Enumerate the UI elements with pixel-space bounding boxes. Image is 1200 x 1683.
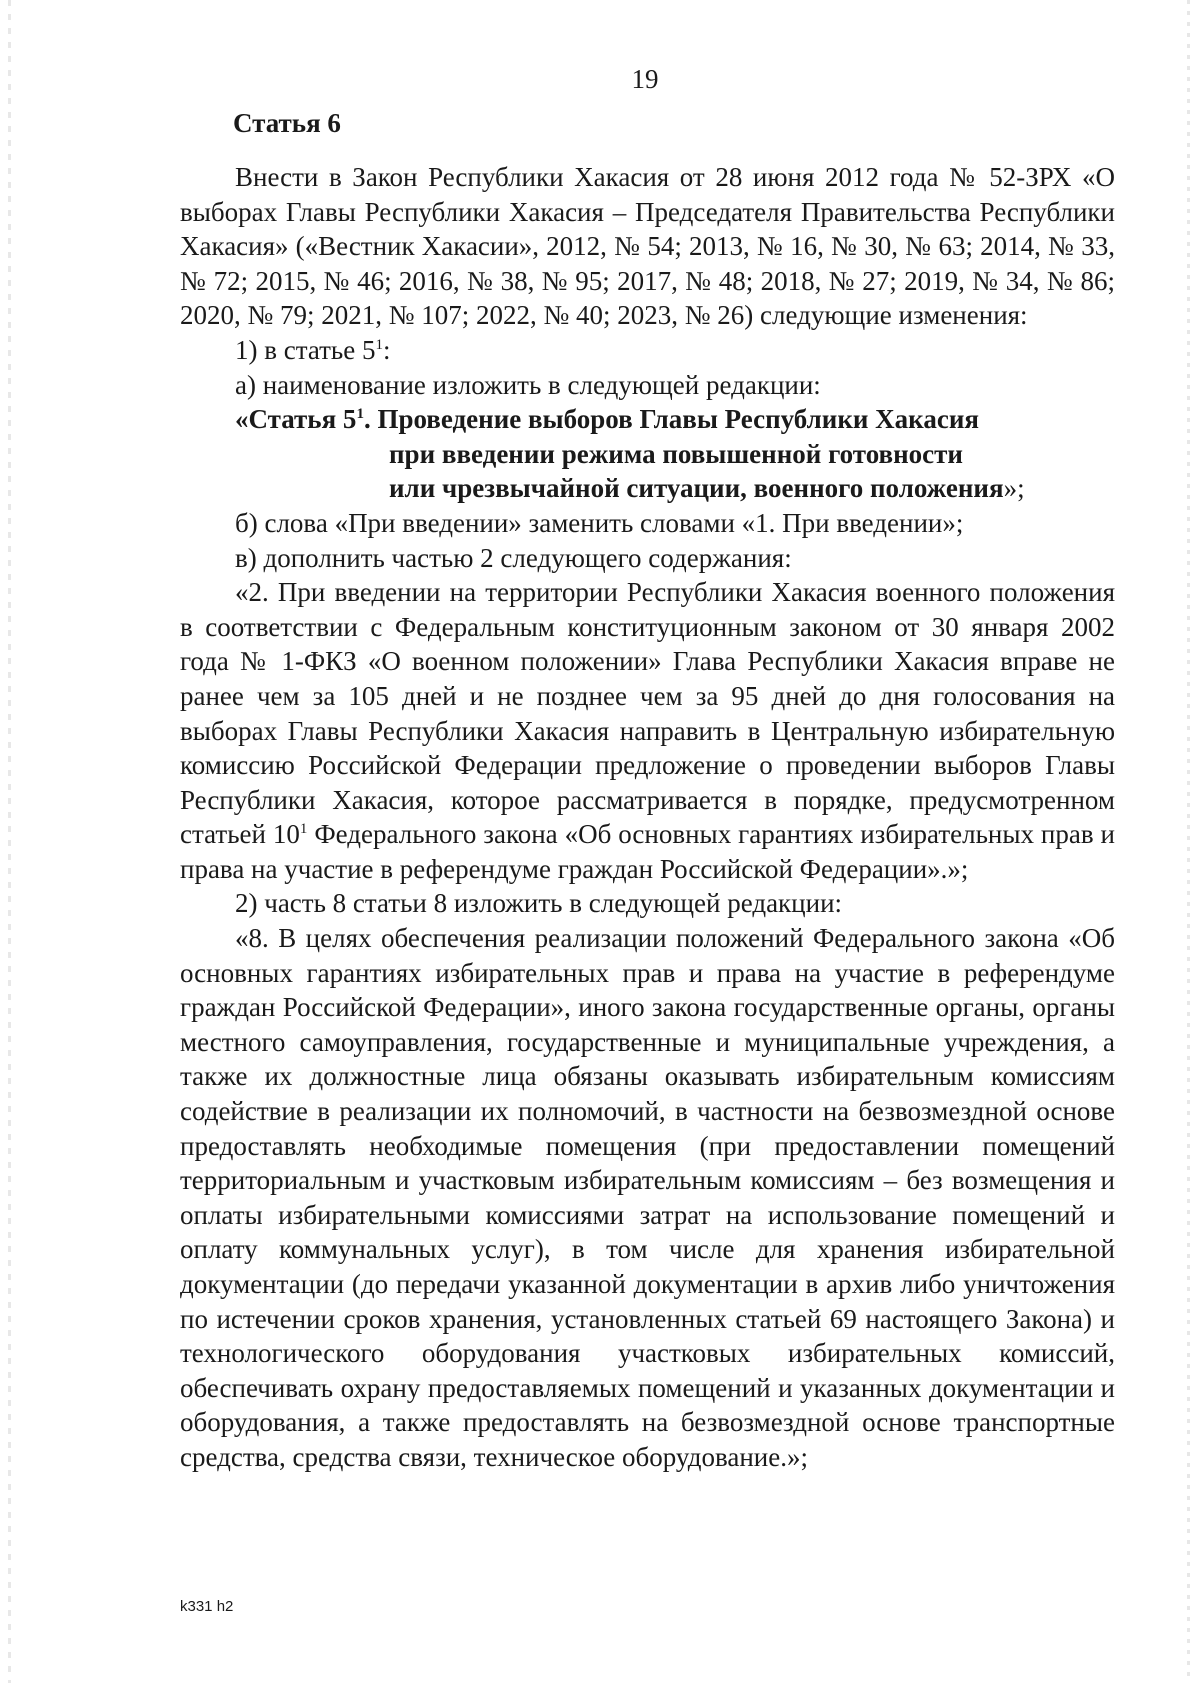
- item-b: б) слова «При введении» заменить словами «1. При введении»;: [235, 507, 964, 538]
- part-2-paragraph: [180, 575, 1115, 886]
- new-title-line-2: при введении режима повышенной готовности: [389, 438, 963, 469]
- item-2: 2) часть 8 статьи 8 изложить в следующей редакции:: [235, 888, 843, 919]
- page-number: 19: [631, 64, 659, 94]
- scan-edge-left: [8, 0, 11, 1683]
- item-1-superscript: 1: [375, 336, 383, 353]
- part-2-superscript: 1: [299, 821, 308, 838]
- item-1: [180, 333, 1115, 368]
- new-title-prefix: «Статья 5: [235, 404, 357, 435]
- article-heading: Статья 6: [233, 108, 341, 138]
- new-title-line-1: [235, 402, 1115, 437]
- new-title-line-3: [235, 471, 1115, 506]
- part-2-before: «2. При введении на территории Республики Хакасия военного положения в соответствии с Федеральным конституционным законом от 30 января 2002 года № 1-ФКЗ «О военном положении» Глава Республики Хакасия вправе не ранее чем за 105 дней и не позднее чем за 95 дней до дня голосования на выборах Главы Республики Хакасия направить в Центральную избирательную комиссию Российской Федерации предложение о проведении выборов Главы Республики Хакасия, которое рассматривается в порядке, предусмотренном статьей 10: [180, 577, 1115, 850]
- scan-edge-right: [1187, 0, 1190, 1683]
- new-article-title: [180, 402, 1115, 506]
- footer-code: k331 h2: [180, 1598, 234, 1615]
- item-1-text: 1) в статье 5: [235, 334, 376, 365]
- new-title-superscript: 1: [356, 406, 364, 423]
- part-8-paragraph: «8. В целях обеспечения реализации положений Федерального закона «Об основных гарантиях избирательных прав и права на участие в референдуме граждан Российской Федерации», иного закона государственные органы, органы местного самоуправления, государственные и муниципальные учреждения, а также их должностные лица обязаны оказывать избирательным комиссиям содействие в реализации их полномочий, в частности на безвозмездной основе предоставлять необходимые помещения (при предоставлении помещений территориальным и участковым избирательным комиссиям – без возмещения и оплаты избирательными комиссиями затрат на использование помещений и оплату коммунальных услуг), в том числе для хранения избирательной документации (до передачи указанной документации в архив либо уничтожения по истечении сроков хранения, установленных статьей 69 настоящего Закона) и технологического оборудования участковых избирательных комиссий, обеспечивать охрану предоставляемых помещений и указанных документации и оборудования, а также предоставлять на безвозмездной основе транспортные средства, средства связи, техническое оборудование.»;: [180, 923, 1115, 1472]
- part-2-after: Федерального закона «Об основных гарантиях избирательных прав и права на участие в референдуме граждан Российской Федерации».»;: [180, 819, 1115, 884]
- item-1-suffix: :: [382, 334, 391, 365]
- intro-paragraph: Внести в Закон Республики Хакасия от 28 июня 2012 года № 52-ЗРХ «О выборах Главы Республики Хакасия – Председателя Правительства Республики Хакасия» («Вестник Хакасии», 2012, № 54; 2013, № 16, № 30, № 63; 2014, № 33, № 72; 2015, № 46; 2016, № 38, № 95; 2017, № 48; 2018, № 27; 2019, № 34, № 86; 2020, № 79; 2021, № 107; 2022, № 40; 2023, № 26) следующие изменения:: [180, 162, 1115, 331]
- item-a: а) наименование изложить в следующей редакции:: [235, 369, 821, 400]
- new-title-line-3-text: или чрезвычайной ситуации, военного положения: [389, 473, 1004, 504]
- item-v: в) дополнить частью 2 следующего содержания:: [235, 542, 792, 573]
- new-title-line-3-end: »;: [1003, 473, 1025, 504]
- new-title-line-1-text: . Проведение выборов Главы Республики Хакасия: [363, 404, 979, 435]
- document-body: [180, 160, 1115, 1475]
